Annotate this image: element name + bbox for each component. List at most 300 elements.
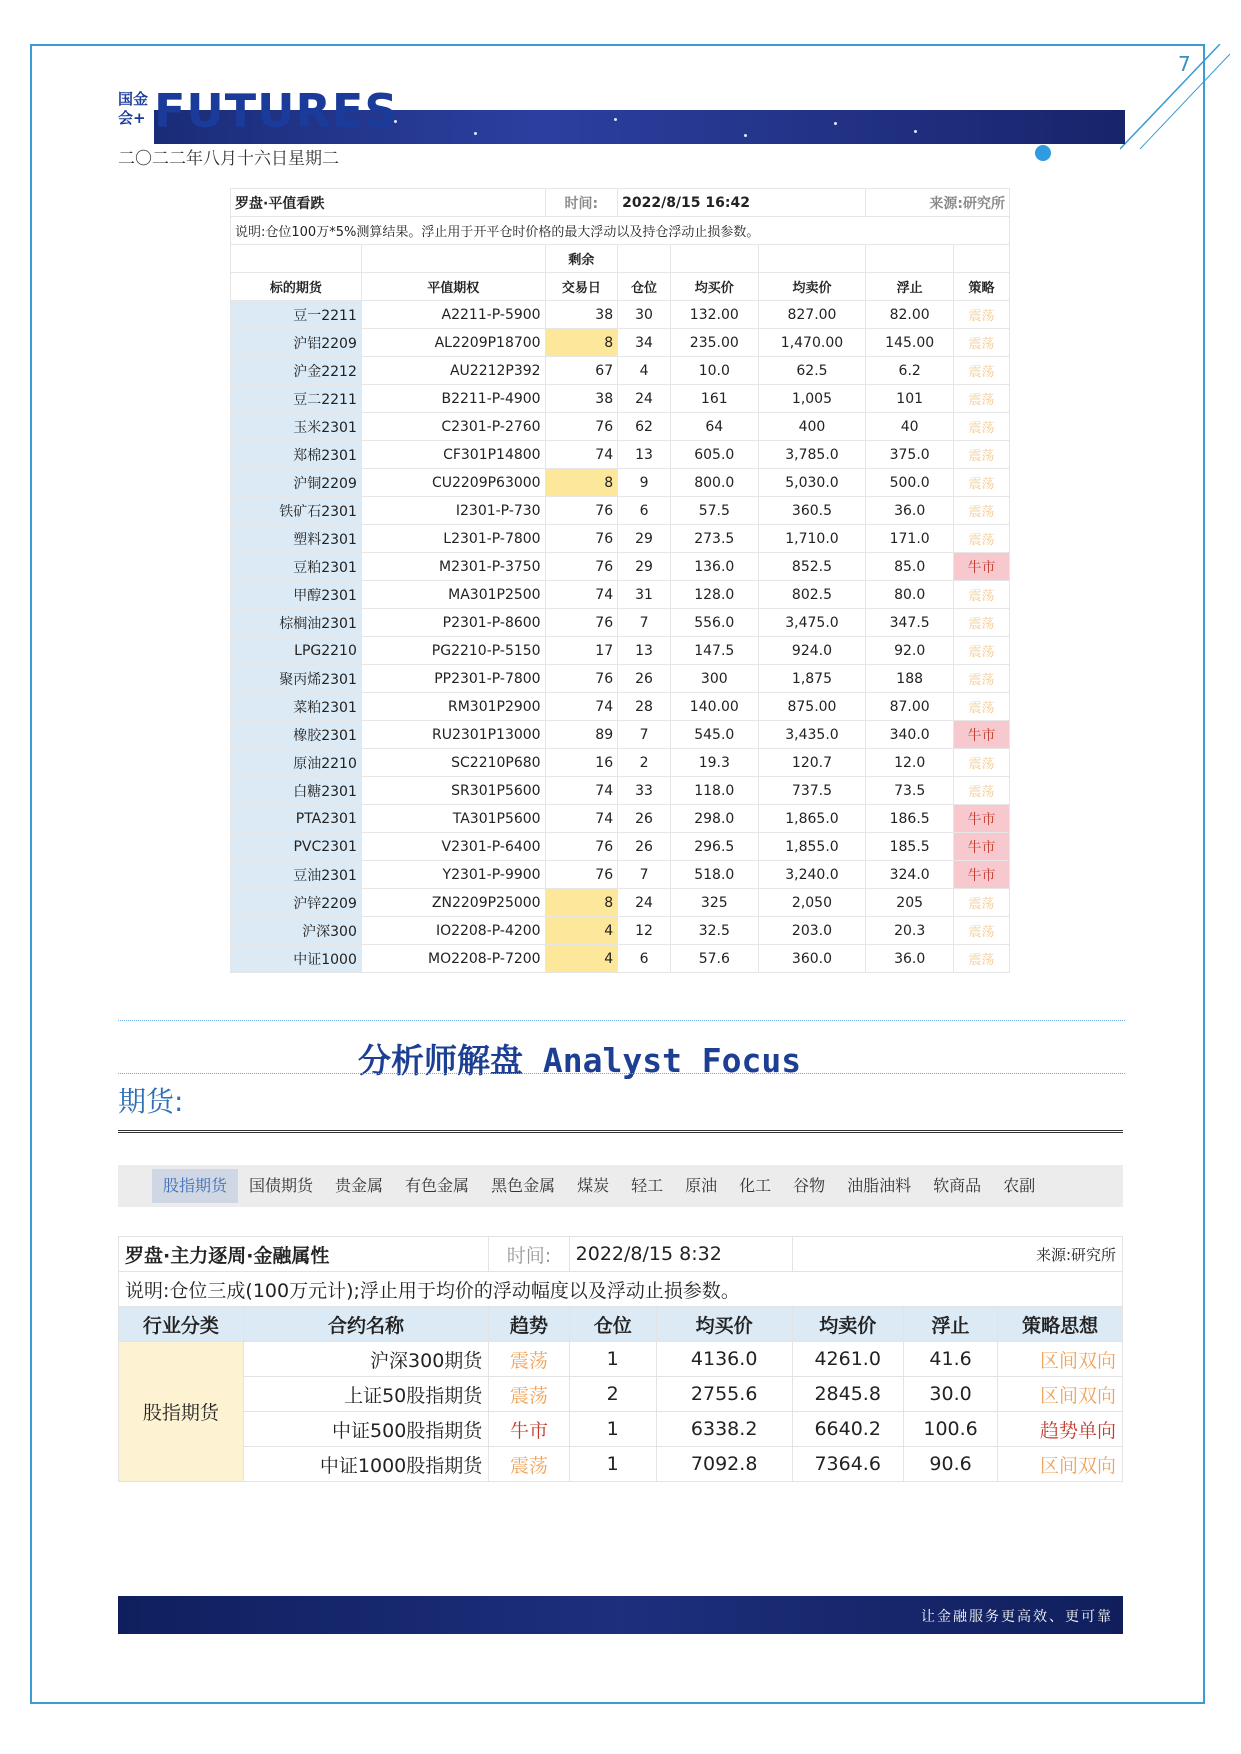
table2-cell: 趋势单向 [998, 1412, 1123, 1447]
table2-cell: 牛市 [489, 1412, 569, 1447]
table1-cell: 震荡 [953, 497, 1009, 525]
table1-cell: AU2212P392 [361, 357, 545, 385]
table1-cell: 85.0 [866, 553, 954, 581]
table2-cell: 2 [569, 1377, 656, 1412]
table1-row [231, 945, 1010, 973]
table1-cell: I2301-P-730 [361, 497, 545, 525]
industry-cell: 股指期货 [119, 1342, 244, 1482]
table1-cell: 震荡 [953, 693, 1009, 721]
tab-1[interactable]: 国债期货 [249, 1176, 314, 1195]
table1-cell: 8 [545, 469, 618, 497]
table1-cell: SR301P5600 [361, 777, 545, 805]
table1-cell: 棕榈油2301 [231, 609, 362, 637]
table1-row [231, 777, 1010, 805]
table1-header: 策略 [953, 273, 1009, 301]
table1-cell: 31 [618, 581, 671, 609]
table1-cell: 32.5 [670, 917, 758, 945]
company-logo: 国金期货 [1035, 142, 1111, 162]
table1-cell: 19.3 [670, 749, 758, 777]
table1-row [231, 413, 1010, 441]
table1-time: 2022/8/15 16:42 [618, 189, 866, 217]
table1-row [231, 721, 1010, 749]
table1-cell: 82.00 [866, 301, 954, 329]
table1-cell: 28 [618, 693, 671, 721]
table1-cell: 郑棉2301 [231, 441, 362, 469]
tab-11[interactable]: 软商品 [933, 1176, 982, 1195]
table2-cell: 2755.6 [656, 1377, 792, 1412]
table1-cell: 沪铝2209 [231, 329, 362, 357]
table1-cell: 震荡 [953, 413, 1009, 441]
tab-6[interactable]: 轻工 [631, 1176, 664, 1195]
table1-cell: 10.0 [670, 357, 758, 385]
table1-cell: 185.5 [866, 833, 954, 861]
table1-row [231, 553, 1010, 581]
table1-row [231, 329, 1010, 357]
table1-cell: PTA2301 [231, 805, 362, 833]
table1-cell: 17 [545, 637, 618, 665]
table1-cell: 76 [545, 413, 618, 441]
table1-cell: 120.7 [758, 749, 866, 777]
table1-cell: 12 [618, 917, 671, 945]
page-number: 7 [1178, 52, 1191, 76]
table1-cell: 545.0 [670, 721, 758, 749]
table1-row [231, 665, 1010, 693]
analyst-title: 分析师解盘 Analyst Focus [358, 1041, 802, 1080]
table1-cell: 12.0 [866, 749, 954, 777]
table1-cell: 73.5 [866, 777, 954, 805]
table1-header: 均卖价 [758, 273, 866, 301]
table1-header: 交易日 [545, 273, 618, 301]
table1-cell: 76 [545, 861, 618, 889]
table1-cell: 塑料2301 [231, 525, 362, 553]
table1-row [231, 581, 1010, 609]
table1-cell: 13 [618, 637, 671, 665]
table1-note: 说明:仓位100万*5%测算结果。浮止用于开平仓时价格的最大浮动以及持仓浮动止损参数。 [231, 217, 1010, 245]
table1-cell: 518.0 [670, 861, 758, 889]
tab-9[interactable]: 谷物 [793, 1176, 826, 1195]
table2-cell: 90.6 [903, 1447, 997, 1482]
table1-row [231, 805, 1010, 833]
table1-cell: 235.00 [670, 329, 758, 357]
table1-cell: 26 [618, 833, 671, 861]
table1-cell: 震荡 [953, 917, 1009, 945]
table1-cell: 震荡 [953, 665, 1009, 693]
table1-cell: 67 [545, 357, 618, 385]
table1-cell: 186.5 [866, 805, 954, 833]
table1-title: 罗盘·平值看跌 [231, 189, 546, 217]
tab-10[interactable]: 油脂油料 [847, 1176, 912, 1195]
table1-cell: 豆粕2301 [231, 553, 362, 581]
table1-cell: 74 [545, 693, 618, 721]
table2-cell: 1 [569, 1342, 656, 1377]
table1-cell: 震荡 [953, 329, 1009, 357]
header-remaining: 剩余 [545, 245, 618, 273]
table1-cell: 沪锌2209 [231, 889, 362, 917]
table1-cell: 800.0 [670, 469, 758, 497]
tab-7[interactable]: 原油 [685, 1176, 718, 1195]
table1-row [231, 525, 1010, 553]
tab-12[interactable]: 农副 [1003, 1176, 1036, 1195]
table1-cell: CF301P14800 [361, 441, 545, 469]
table1-cell: 16 [545, 749, 618, 777]
table2-time-label: 时间: [489, 1237, 569, 1272]
table2-header: 均买价 [656, 1307, 792, 1342]
table1-cell: 26 [618, 665, 671, 693]
table1-cell: 6 [618, 497, 671, 525]
table1-cell: 震荡 [953, 889, 1009, 917]
table1-cell: 827.00 [758, 301, 866, 329]
table1-cell: 1,875 [758, 665, 866, 693]
table2-header: 浮止 [903, 1307, 997, 1342]
table1-cell: 101 [866, 385, 954, 413]
table2-cell: 30.0 [903, 1377, 997, 1412]
table1-cell: MA301P2500 [361, 581, 545, 609]
table2-cell: 震荡 [489, 1377, 569, 1412]
table1-cell: 9 [618, 469, 671, 497]
main-contract-table [118, 1236, 1123, 1482]
table1-header: 标的期货 [231, 273, 362, 301]
table1-cell: 铁矿石2301 [231, 497, 362, 525]
table1-cell: 34 [618, 329, 671, 357]
table2-cell: 7092.8 [656, 1447, 792, 1482]
table1-cell: 沪铜2209 [231, 469, 362, 497]
report-date: 二〇二二年八月十六日星期二 [118, 149, 339, 169]
table1-cell: 924.0 [758, 637, 866, 665]
table1-cell: 205 [866, 889, 954, 917]
table2-row [119, 1377, 1123, 1412]
table1-cell: 1,470.00 [758, 329, 866, 357]
table1-cell: 震荡 [953, 945, 1009, 973]
page-footer [118, 1596, 1123, 1634]
table1-cell: 震荡 [953, 637, 1009, 665]
table1-cell: 24 [618, 889, 671, 917]
table1-cell: 震荡 [953, 357, 1009, 385]
table1-row [231, 637, 1010, 665]
table2-cell: 100.6 [903, 1412, 997, 1447]
table2-cell: 7364.6 [792, 1447, 903, 1482]
table1-cell: 171.0 [866, 525, 954, 553]
table1-cell: 147.5 [670, 637, 758, 665]
table1-cell: 161 [670, 385, 758, 413]
table1-cell: 6 [618, 945, 671, 973]
divider-top [118, 1020, 1125, 1021]
table1-cell: 震荡 [953, 749, 1009, 777]
table1-cell: 74 [545, 805, 618, 833]
table1-cell: 甲醇2301 [231, 581, 362, 609]
table1-header: 平值期权 [361, 273, 545, 301]
table1-cell: 震荡 [953, 581, 1009, 609]
table1-cell: 347.5 [866, 609, 954, 637]
table1-cell: 802.5 [758, 581, 866, 609]
table1-cell: PG2210-P-5150 [361, 637, 545, 665]
table1-cell: 38 [545, 385, 618, 413]
table1-cell: 36.0 [866, 945, 954, 973]
table1-row [231, 357, 1010, 385]
table1-header: 浮止 [866, 273, 954, 301]
table2-cell: 2845.8 [792, 1377, 903, 1412]
table2-cell: 区间双向 [998, 1447, 1123, 1482]
table1-cell: 8 [545, 889, 618, 917]
table1-cell: 76 [545, 665, 618, 693]
futures-label: 期货: [118, 1085, 184, 1118]
table1-cell: 62.5 [758, 357, 866, 385]
table1-cell: 76 [545, 609, 618, 637]
table2-cell: 4136.0 [656, 1342, 792, 1377]
table1-row [231, 861, 1010, 889]
table1-cell: 2,050 [758, 889, 866, 917]
tab-5[interactable]: 煤炭 [577, 1176, 610, 1195]
table1-cell: 500.0 [866, 469, 954, 497]
table1-cell: 24 [618, 385, 671, 413]
tab-4[interactable]: 黑色金属 [491, 1176, 556, 1195]
table1-cell: 3,785.0 [758, 441, 866, 469]
table1-cell: 92.0 [866, 637, 954, 665]
table1-cell: RM301P2900 [361, 693, 545, 721]
table2-cell: 1 [569, 1412, 656, 1447]
table1-cell: 牛市 [953, 721, 1009, 749]
table1-header: 仓位 [618, 273, 671, 301]
category-tabs [118, 1165, 1123, 1207]
table1-cell: RU2301P13000 [361, 721, 545, 749]
table1-cell: 橡胶2301 [231, 721, 362, 749]
table1-cell: 震荡 [953, 609, 1009, 637]
table1-cell: 3,435.0 [758, 721, 866, 749]
table1-cell: L2301-P-7800 [361, 525, 545, 553]
table1-cell: AL2209P18700 [361, 329, 545, 357]
divider-bottom [118, 1073, 1125, 1074]
table1-cell: 白糖2301 [231, 777, 362, 805]
brand-en: FUTURES [154, 84, 399, 138]
table1-cell: 牛市 [953, 805, 1009, 833]
table1-cell: 震荡 [953, 777, 1009, 805]
table2-row [119, 1342, 1123, 1377]
table1-cell: C2301-P-2760 [361, 413, 545, 441]
table1-cell: 737.5 [758, 777, 866, 805]
table1-cell: 203.0 [758, 917, 866, 945]
table1-cell: 1,855.0 [758, 833, 866, 861]
table1-cell: 3,475.0 [758, 609, 866, 637]
table1-cell: 1,005 [758, 385, 866, 413]
table1-cell: 36.0 [866, 497, 954, 525]
table1-cell: 40 [866, 413, 954, 441]
table1-cell: 62 [618, 413, 671, 441]
tab-3[interactable]: 有色金属 [405, 1176, 470, 1195]
table2-header: 趋势 [489, 1307, 569, 1342]
table2-cell: 41.6 [903, 1342, 997, 1377]
table1-cell: 80.0 [866, 581, 954, 609]
table1-cell: Y2301-P-9900 [361, 861, 545, 889]
table2-cell: 区间双向 [998, 1342, 1123, 1377]
table1-cell: 沪金2212 [231, 357, 362, 385]
logo-icon [1035, 145, 1051, 161]
option-table [230, 188, 1010, 973]
table1-cell: 4 [545, 917, 618, 945]
table1-row [231, 469, 1010, 497]
table1-cell: 360.0 [758, 945, 866, 973]
table1-row [231, 609, 1010, 637]
table1-cell: 7 [618, 721, 671, 749]
table1-cell: 852.5 [758, 553, 866, 581]
table1-cell: 菜粕2301 [231, 693, 362, 721]
table2-cell: 沪深300期货 [243, 1342, 489, 1377]
table1-cell: 7 [618, 861, 671, 889]
tab-2[interactable]: 贵金属 [335, 1176, 384, 1195]
table2-cell: 上证50股指期货 [243, 1377, 489, 1412]
table1-cell: 20.3 [866, 917, 954, 945]
table1-row [231, 441, 1010, 469]
table2-cell: 4261.0 [792, 1342, 903, 1377]
table1-cell: A2211-P-5900 [361, 301, 545, 329]
table1-cell: 556.0 [670, 609, 758, 637]
table1-cell: 76 [545, 833, 618, 861]
table1-cell: 玉米2301 [231, 413, 362, 441]
corner-decoration [1120, 44, 1230, 154]
table1-cell: 聚丙烯2301 [231, 665, 362, 693]
table2-time: 2022/8/15 8:32 [569, 1237, 792, 1272]
table1-cell: 340.0 [866, 721, 954, 749]
table2-cell: 中证500股指期货 [243, 1412, 489, 1447]
table1-row [231, 917, 1010, 945]
table1-cell: 震荡 [953, 301, 1009, 329]
table1-row [231, 385, 1010, 413]
table1-cell: 29 [618, 553, 671, 581]
table1-cell: 1,865.0 [758, 805, 866, 833]
table2-cell: 6338.2 [656, 1412, 792, 1447]
table1-cell: 875.00 [758, 693, 866, 721]
table1-cell: 140.00 [670, 693, 758, 721]
table1-cell: V2301-P-6400 [361, 833, 545, 861]
table1-cell: 132.00 [670, 301, 758, 329]
table1-cell: 145.00 [866, 329, 954, 357]
table1-cell: 136.0 [670, 553, 758, 581]
table1-cell: 5,030.0 [758, 469, 866, 497]
table1-row [231, 749, 1010, 777]
table1-cell: 4 [618, 357, 671, 385]
brand-cn: 国金 会+ [118, 90, 149, 127]
table1-cell: 7 [618, 609, 671, 637]
table1-cell: 33 [618, 777, 671, 805]
table2-row [119, 1447, 1123, 1482]
table1-cell: 64 [670, 413, 758, 441]
table1-cell: 2 [618, 749, 671, 777]
table1-cell: 豆一2211 [231, 301, 362, 329]
table1-cell: 震荡 [953, 525, 1009, 553]
table1-cell: 324.0 [866, 861, 954, 889]
table1-cell: 29 [618, 525, 671, 553]
table2-row [119, 1412, 1123, 1447]
double-rule [118, 1130, 1123, 1137]
table1-cell: 豆二2211 [231, 385, 362, 413]
table1-cell: 325 [670, 889, 758, 917]
table1-cell: 牛市 [953, 833, 1009, 861]
table2-cell: 震荡 [489, 1447, 569, 1482]
table1-cell: 原油2210 [231, 749, 362, 777]
table1-cell: TA301P5600 [361, 805, 545, 833]
table1-cell: 76 [545, 553, 618, 581]
table2-header: 合约名称 [243, 1307, 489, 1342]
table2-header: 均卖价 [792, 1307, 903, 1342]
table1-row [231, 693, 1010, 721]
table1-cell: 沪深300 [231, 917, 362, 945]
table2-cell: 中证1000股指期货 [243, 1447, 489, 1482]
table1-cell: 13 [618, 441, 671, 469]
table1-cell: 188 [866, 665, 954, 693]
table1-cell: 3,240.0 [758, 861, 866, 889]
table1-cell: IO2208-P-4200 [361, 917, 545, 945]
table1-cell: 300 [670, 665, 758, 693]
footer-slogan: 让金融服务更高效、更可靠 [921, 1609, 1113, 1625]
table1-cell: M2301-P-3750 [361, 553, 545, 581]
table1-cell: 74 [545, 441, 618, 469]
table1-cell: 74 [545, 581, 618, 609]
table1-cell: LPG2210 [231, 637, 362, 665]
table1-cell: 118.0 [670, 777, 758, 805]
table1-source: 来源:研究所 [866, 189, 1010, 217]
table2-cell: 区间双向 [998, 1377, 1123, 1412]
table1-row [231, 833, 1010, 861]
table1-cell: 89 [545, 721, 618, 749]
table1-cell: 128.0 [670, 581, 758, 609]
table1-cell: 6.2 [866, 357, 954, 385]
table1-cell: 震荡 [953, 385, 1009, 413]
table1-cell: 中证1000 [231, 945, 362, 973]
table1-cell: 298.0 [670, 805, 758, 833]
table1-row [231, 889, 1010, 917]
table1-cell: 38 [545, 301, 618, 329]
table2-header: 仓位 [569, 1307, 656, 1342]
table1-cell: 76 [545, 497, 618, 525]
table1-cell: 4 [545, 945, 618, 973]
table1-cell: 605.0 [670, 441, 758, 469]
table2-cell: 震荡 [489, 1342, 569, 1377]
table1-row [231, 301, 1010, 329]
tab-0[interactable]: 股指期货 [152, 1169, 238, 1203]
table1-cell: 375.0 [866, 441, 954, 469]
table1-cell: 震荡 [953, 441, 1009, 469]
table1-cell: 76 [545, 525, 618, 553]
table2-cell: 1 [569, 1447, 656, 1482]
table1-cell: CU2209P63000 [361, 469, 545, 497]
table1-cell: SC2210P680 [361, 749, 545, 777]
table1-cell: 1,710.0 [758, 525, 866, 553]
table1-cell: PVC2301 [231, 833, 362, 861]
table1-cell: 8 [545, 329, 618, 357]
table1-cell: PP2301-P-7800 [361, 665, 545, 693]
table1-cell: 牛市 [953, 553, 1009, 581]
table2-header: 策略思想 [998, 1307, 1123, 1342]
table1-time-label: 时间: [545, 189, 618, 217]
table1-cell: 豆油2301 [231, 861, 362, 889]
table1-cell: 360.5 [758, 497, 866, 525]
tab-8[interactable]: 化工 [739, 1176, 772, 1195]
table2-header: 行业分类 [119, 1307, 244, 1342]
table1-cell: 273.5 [670, 525, 758, 553]
table1-cell: 57.6 [670, 945, 758, 973]
table2-note: 说明:仓位三成(100万元计);浮止用于均价的浮动幅度以及浮动止损参数。 [119, 1272, 1123, 1307]
table1-cell: 87.00 [866, 693, 954, 721]
table1-cell: 26 [618, 805, 671, 833]
table2-title: 罗盘·主力逐周·金融属性 [119, 1237, 489, 1272]
table1-cell: 牛市 [953, 861, 1009, 889]
table1-cell: 震荡 [953, 469, 1009, 497]
table1-cell: 74 [545, 777, 618, 805]
table1-row [231, 497, 1010, 525]
table1-cell: MO2208-P-7200 [361, 945, 545, 973]
table1-cell: 57.5 [670, 497, 758, 525]
table1-cell: 30 [618, 301, 671, 329]
table1-cell: B2211-P-4900 [361, 385, 545, 413]
table1-cell: ZN2209P25000 [361, 889, 545, 917]
